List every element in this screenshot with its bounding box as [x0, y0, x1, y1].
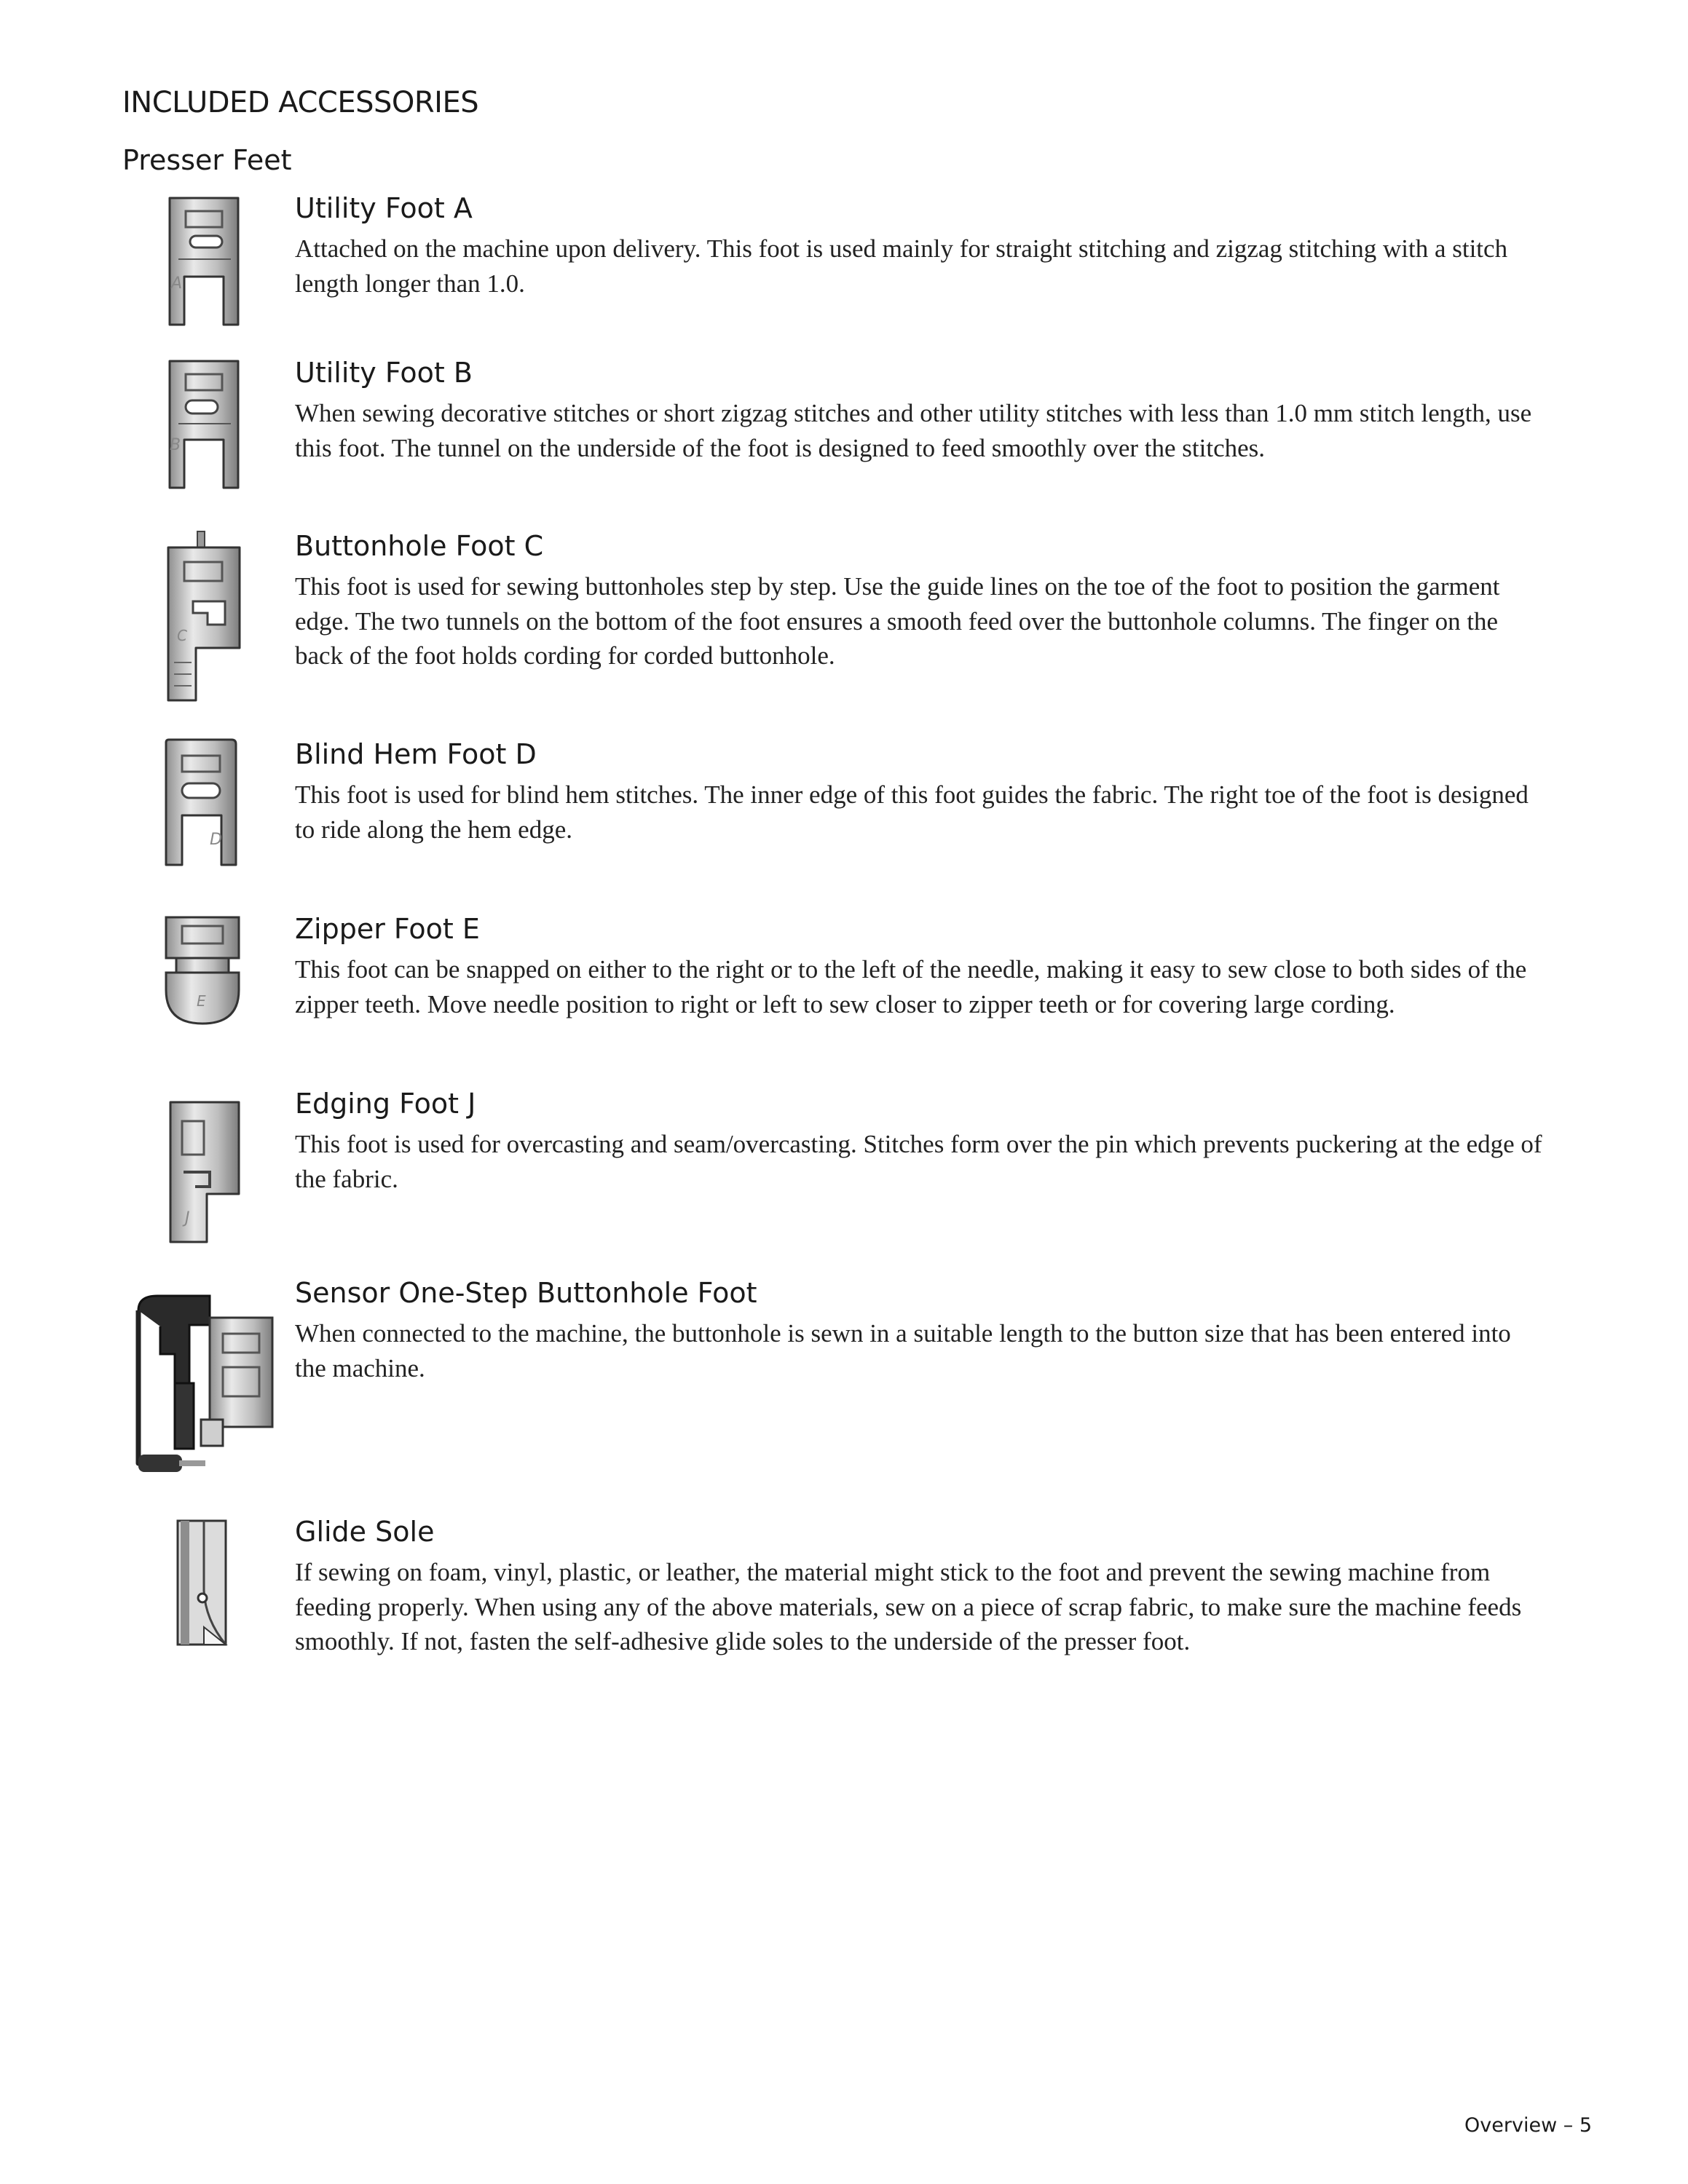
- item-edging-foot-j: [295, 1086, 1547, 1196]
- foot-letter: E: [197, 992, 206, 1010]
- foot-letter: B: [170, 436, 181, 454]
- item-title: Utility Foot B: [295, 357, 473, 389]
- item-glide-sole: [295, 1514, 1547, 1659]
- item-utility-foot-a: [295, 191, 1547, 301]
- page-footer: Overview – 5: [1464, 2114, 1592, 2137]
- item-description: This foot is used for overcasting and seam/overcasting. Stitches form over the pin which prevents puckering at the edge of the fabric.: [295, 1130, 1542, 1193]
- item-description: This foot is used for blind hem stitches. The inner edge of this foot guides the fabric. The right toe of the foot is designed to ride along the hem edge.: [295, 780, 1529, 844]
- foot-letter: D: [210, 831, 222, 849]
- utility-foot-b-icon: [164, 358, 244, 489]
- item-title: Buttonhole Foot C: [295, 530, 544, 562]
- item-description: When connected to the machine, the buttonhole is sewn in a suitable length to the button size that has been entered into the machine.: [295, 1319, 1511, 1382]
- foot-letter: A: [171, 274, 183, 293]
- item-buttonhole-foot-c: [295, 529, 1547, 673]
- item-utility-foot-b: [295, 355, 1547, 465]
- sensor-buttonhole-foot-icon: [131, 1281, 277, 1485]
- item-description: Attached on the machine upon delivery. This foot is used mainly for straight stitching and zigzag stitching with a stitch length longer than 1.0.: [295, 234, 1508, 298]
- item-description: When sewing decorative stitches or short zigzag stitches and other utility stitches with less than 1.0 mm stitch length, use this foot. The tunnel on the underside of the foot is designed to feed smoothly over the stitches.: [295, 399, 1532, 462]
- item-title: Glide Sole: [295, 1516, 435, 1548]
- blind-hem-foot-d-icon: [160, 738, 240, 869]
- edging-foot-j-icon: [166, 1099, 246, 1245]
- section-subtitle: Presser Feet: [122, 144, 292, 176]
- buttonhole-foot-c-icon: [164, 531, 244, 706]
- item-description: This foot can be snapped on either to the right or to the left of the needle, making it easy to sew close to both sides of the zipper teeth. Move needle position to right or left to sew closer to zipper teeth or for covering large cording.: [295, 955, 1527, 1018]
- item-title: Edging Foot J: [295, 1088, 476, 1120]
- item-blind-hem-foot-d: [295, 737, 1547, 847]
- foot-letter: J: [185, 1209, 190, 1227]
- item-title: Zipper Foot E: [295, 913, 480, 945]
- item-description: If sewing on foam, vinyl, plastic, or leather, the material might stick to the foot and prevent the sewing machine from feeding properly. When using any of the above materials, sew on a piece of scrap fabric, to make sure the machine feeds smoothly. If not, fasten the self-adhesive glide soles to the underside of the presser foot.: [295, 1558, 1522, 1655]
- foot-letter: C: [177, 627, 187, 644]
- item-title: Sensor One-Step Buttonhole Foot: [295, 1277, 757, 1309]
- utility-foot-a-icon: [164, 195, 244, 326]
- item-title: Blind Hem Foot D: [295, 738, 537, 770]
- glide-sole-icon: [175, 1518, 233, 1649]
- page-title: INCLUDED ACCESSORIES: [122, 86, 479, 119]
- zipper-foot-e-icon: [162, 914, 243, 1031]
- item-zipper-foot-e: [295, 911, 1547, 1021]
- item-description: This foot is used for sewing buttonholes step by step. Use the guide lines on the toe of the foot to position the garment edge. The two tunnels on the bottom of the foot ensures a smooth feed over the buttonhole columns. The finger on the back of the foot holds cording for corded buttonhole.: [295, 572, 1500, 670]
- item-sensor-one-step-buttonhole-foot: [295, 1275, 1547, 1385]
- item-title: Utility Foot A: [295, 192, 473, 224]
